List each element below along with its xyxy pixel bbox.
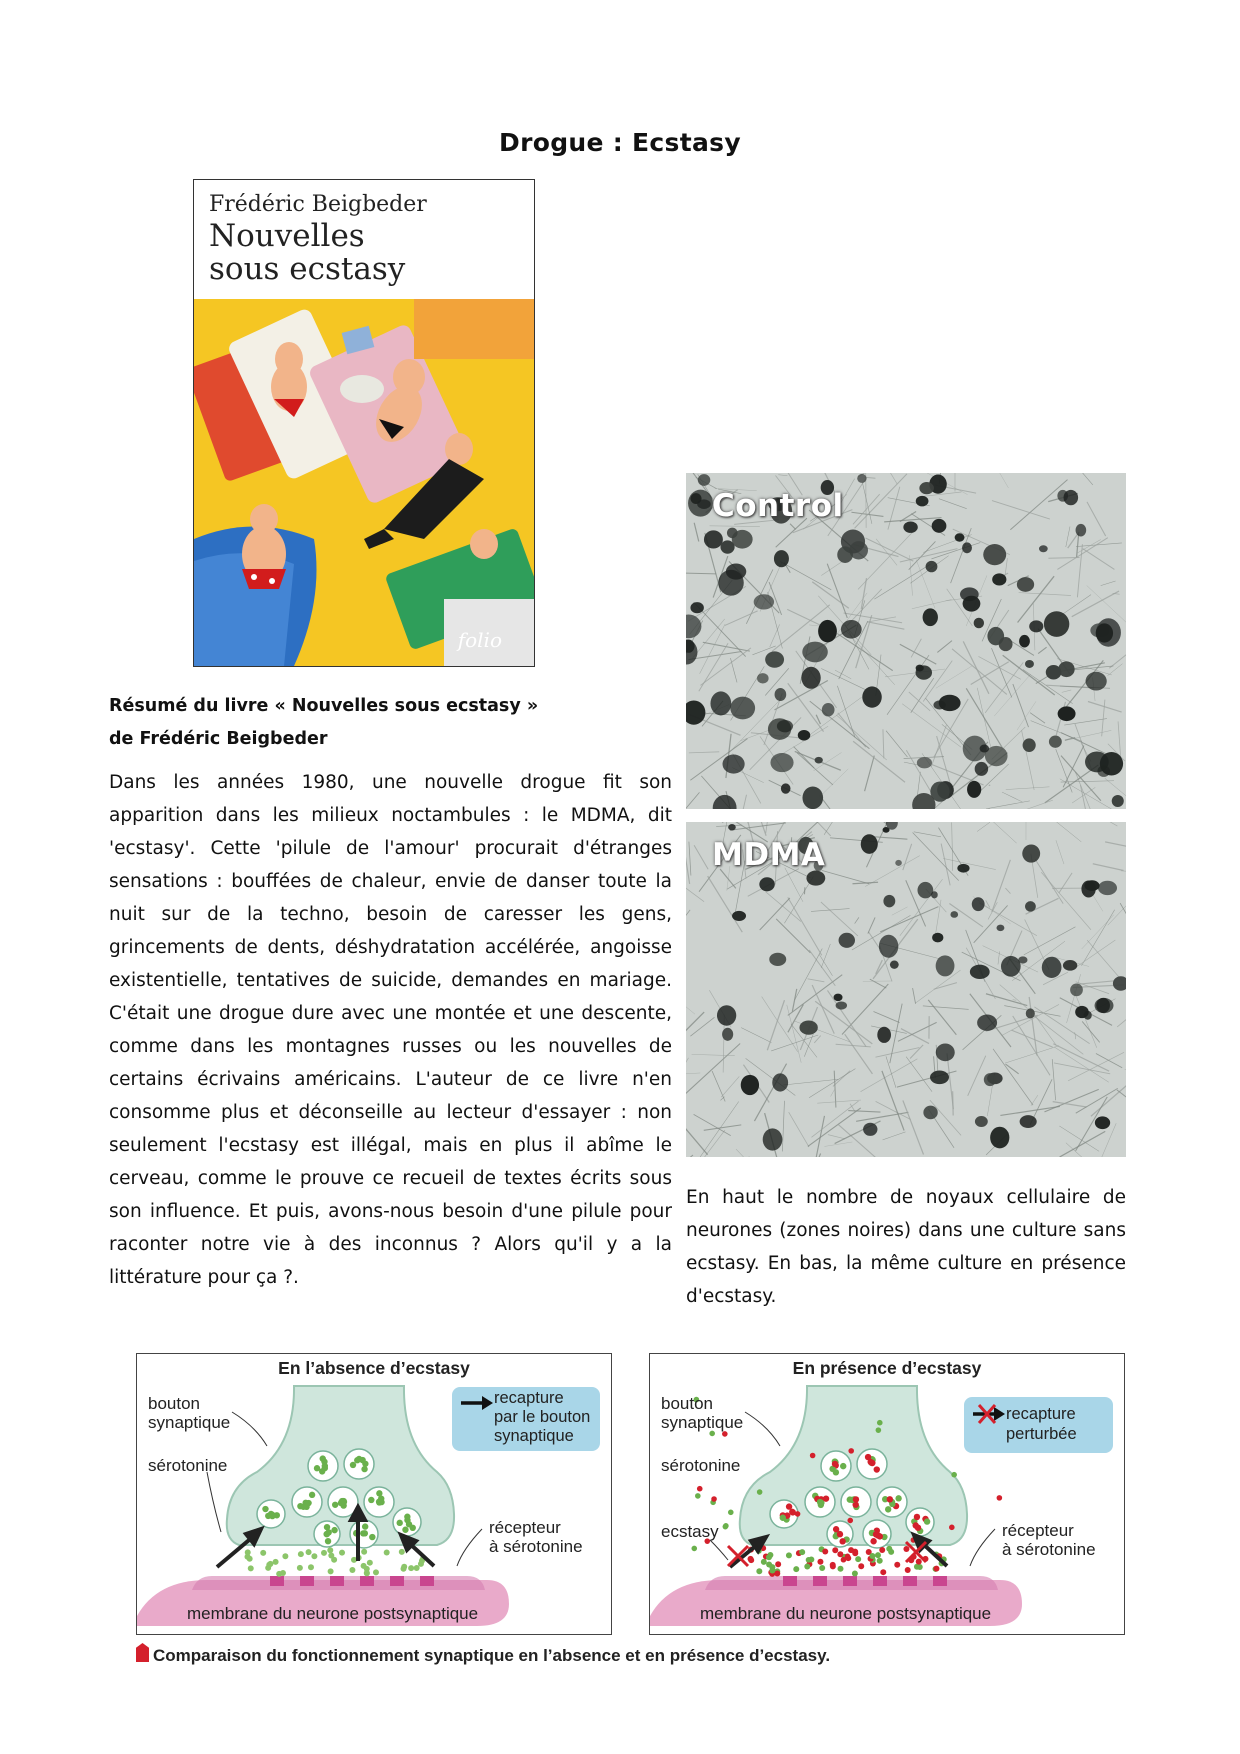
- presence-label-bouton-1: bouton: [661, 1394, 713, 1413]
- absence-label-recepteur-1: récepteur: [489, 1518, 561, 1537]
- absence-label-bouton: [148, 1394, 230, 1432]
- summary-heading-line1: Résumé du livre « Nouvelles sous ecstasy »: [109, 696, 539, 716]
- micrograph-mdma: [686, 822, 1126, 1157]
- diagram-caption: Comparaison du fonctionnement synaptique en l’absence et en présence d’ecstasy.: [153, 1646, 831, 1665]
- presence-label-bouton-2: synaptique: [661, 1413, 744, 1432]
- book-cover: [193, 179, 535, 667]
- presence-legend: [964, 1397, 1113, 1453]
- cover-publisher: folio: [457, 628, 502, 652]
- absence-legend-line1: recapture: [494, 1389, 564, 1407]
- absence-label-recepteur: [489, 1518, 583, 1556]
- presence-label-recepteur-1: récepteur: [1002, 1521, 1074, 1540]
- page-title: Drogue : Ecstasy: [499, 128, 741, 157]
- micrograph-caption: En haut le nombre de noyaux cellulaire de neurones (zones noires) dans une culture sans ecstasy. En bas, la même culture en présence d'ecstasy.: [686, 1187, 1126, 1307]
- cover-painting: [194, 299, 534, 666]
- micrograph-mdma-label: MDMA: [712, 837, 826, 873]
- arrow-right-icon: [459, 1393, 499, 1413]
- presence-label-serotonine: sérotonine: [661, 1456, 741, 1475]
- absence-label-bouton-1: bouton: [148, 1394, 200, 1413]
- cover-title: [209, 220, 405, 286]
- presence-label-membrane: membrane du neurone postsynaptique: [700, 1604, 992, 1623]
- absence-legend-line2: par le bouton: [494, 1408, 591, 1426]
- summary-heading-line2: de Frédéric Beigbeder: [109, 729, 328, 749]
- cover-title-line1: Nouvelles: [209, 218, 365, 254]
- presence-legend-line1: recapture: [1006, 1405, 1076, 1423]
- summary-heading: [109, 690, 538, 756]
- micrograph-control: [686, 473, 1126, 809]
- micrograph-control-label: Control: [712, 488, 844, 524]
- cover-author: Frédéric Beigbeder: [209, 192, 427, 217]
- presence-label-recepteur: [1002, 1521, 1096, 1559]
- cover-title-line2: sous ecstasy: [209, 251, 406, 287]
- absence-legend: [452, 1387, 600, 1451]
- absence-label-bouton-2: synaptique: [148, 1413, 231, 1432]
- presence-label-recepteur-2: à sérotonine: [1002, 1540, 1096, 1559]
- presence-title: En présence d’ecstasy: [792, 1358, 982, 1378]
- caption-marker-icon: [136, 1643, 149, 1662]
- diagram-absence: [136, 1353, 612, 1635]
- presence-legend-line2: perturbée: [1006, 1425, 1077, 1443]
- summary-body: Dans les années 1980, une nouvelle drogue fit son apparition dans les milieux noctambules : le MDMA, dit 'ecstasy'. Cette 'pilule de l'amour' procurait d'étranges sensations : bouffées de chaleur, envie de danser toute la nuit sur de la techno, besoin de caresser les gens, grincements de dents, déshydratation accélérée, angoisse existentielle, tentatives de suicide, demandes en mariage. C'était une drogue dure avec une montée et une descente, comme dans les montagnes russes ou les nouvelles de certains écrivains américains. L'auteur de ce livre n'en consomme plus et déconseille au lecteur d'essayer : non seulement l'ecstasy est illégal, mais en plus il abîme le cerveau, comme le prouve ce recueil de textes écrits sous son influence. Et puis, avons-nous besoin d'une pilule pour raconter notre vie à des inconnus ? Alors qu'il y a la littérature pour ça ?.: [109, 772, 672, 1288]
- absence-title: En l’absence d’ecstasy: [278, 1358, 470, 1378]
- absence-label-membrane: membrane du neurone postsynaptique: [187, 1604, 479, 1623]
- presence-label-ecstasy: ecstasy: [661, 1522, 719, 1541]
- blocked-arrow-icon: [971, 1402, 1011, 1426]
- absence-legend-line3: synaptique: [494, 1427, 574, 1445]
- presence-label-bouton: [661, 1394, 743, 1432]
- absence-label-serotonine: sérotonine: [148, 1456, 228, 1475]
- diagram-presence: [649, 1353, 1125, 1635]
- absence-label-recepteur-2: à sérotonine: [489, 1537, 583, 1556]
